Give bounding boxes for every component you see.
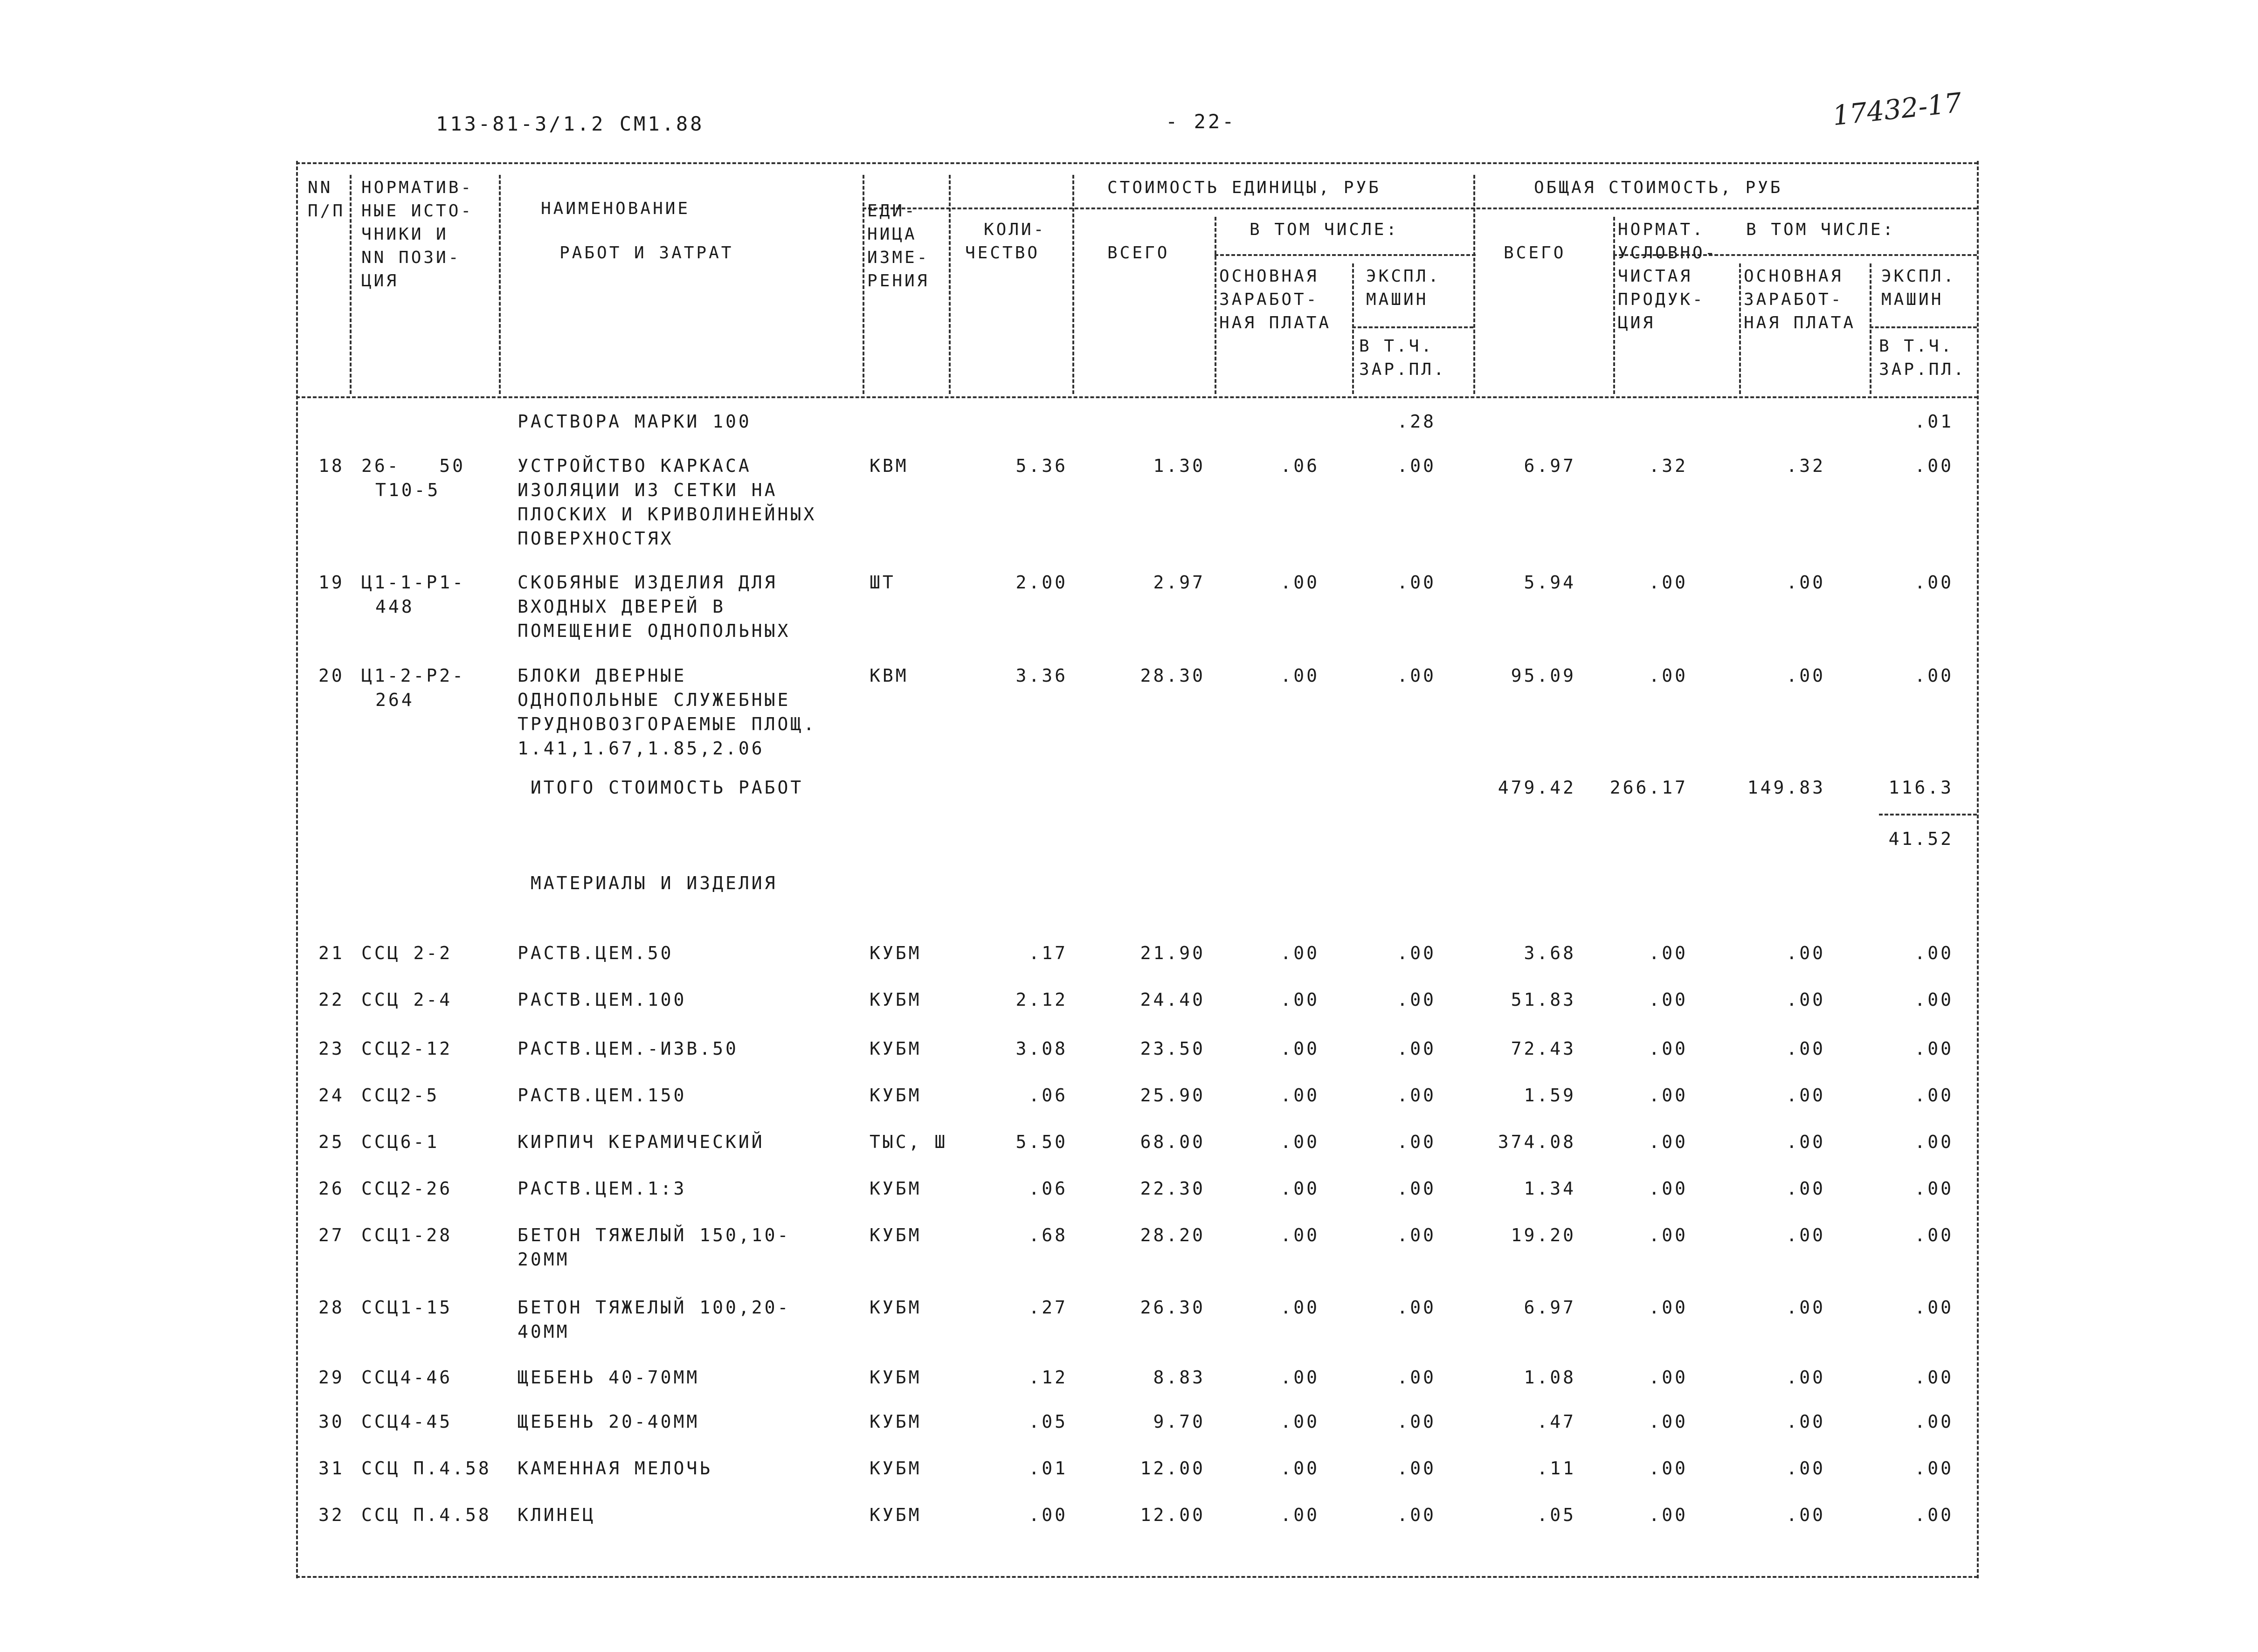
total-cost-cell: 5.94: [1524, 572, 1576, 593]
quantity-cell: .12: [1029, 1367, 1068, 1388]
header-unit-breakdown-label: В ТОМ ЧИСЛЕ:: [1250, 220, 1399, 239]
total-machine-cell: .01: [1914, 411, 1954, 432]
net-product-cell: .00: [1649, 943, 1688, 963]
row-norm-source: Ц1-1-Р1-: [361, 572, 466, 593]
unit-total-cell: 8.83: [1153, 1367, 1205, 1388]
total-wage-cell: .00: [1786, 1297, 1825, 1318]
row-number: 19: [318, 572, 345, 593]
row-norm-source: ССЦ 2-4: [361, 989, 453, 1010]
quantity-cell: .27: [1029, 1297, 1068, 1318]
row-item-name: 40ММ: [518, 1321, 570, 1342]
row-norm-source: ССЦ2-26: [361, 1178, 453, 1199]
quantity-cell: .06: [1029, 1085, 1068, 1106]
total-machine-cell: .00: [1914, 1458, 1954, 1479]
row-number: 31: [318, 1458, 345, 1479]
row-item-name: 20ММ: [518, 1249, 570, 1270]
unit-machine-cell: .00: [1397, 1411, 1436, 1432]
row-item-name: БЛОКИ ДВЕРНЫЕ: [518, 665, 687, 686]
row-item-name: СКОБЯНЫЕ ИЗДЕЛИЯ ДЛЯ: [518, 572, 778, 593]
unit-total-cell: 1.30: [1153, 456, 1205, 476]
unit-wage-cell: .00: [1280, 572, 1319, 593]
header-norm-source-label: НОРМАТИВ-: [361, 178, 474, 197]
table-right-border: [1977, 161, 1979, 1578]
document-code: 113-81-3/1.2 СМ1.88: [436, 112, 704, 135]
total-wage-cell: .00: [1786, 572, 1825, 593]
row-norm-source: 448: [375, 596, 414, 617]
unit-machine-cell: .00: [1397, 1367, 1436, 1388]
row-number: 27: [318, 1225, 345, 1245]
row-number: 22: [318, 989, 345, 1010]
total-wage-cell: .00: [1786, 1458, 1825, 1479]
unit-total-cell: 26.30: [1140, 1297, 1205, 1318]
unit-cell: КУБМ: [870, 1178, 922, 1199]
header-unit-machine-wage-label: В Т.Ч.: [1359, 337, 1434, 356]
row-norm-source: ССЦ4-46: [361, 1367, 453, 1388]
net-product-cell: .00: [1649, 1085, 1688, 1106]
header-net-product-label: ПРОДУК-: [1618, 290, 1705, 309]
row-item-name: РАСТВ.ЦЕМ.1:3: [518, 1178, 687, 1199]
total-wage-cell: 149.83: [1747, 777, 1825, 798]
unit-machine-cell: .00: [1397, 1038, 1436, 1059]
header-net-product-label: УСЛОВНО-: [1618, 243, 1718, 263]
header-rule: [1352, 326, 1473, 328]
quantity-cell: 5.50: [1015, 1132, 1068, 1152]
header-net-product-label: ЧИСТАЯ: [1618, 267, 1693, 286]
quantity-cell: .17: [1029, 943, 1068, 963]
row-norm-source: Т10-5: [375, 480, 441, 500]
unit-wage-cell: .00: [1280, 1505, 1319, 1525]
header-total-machine-label: МАШИН: [1881, 290, 1944, 309]
net-product-cell: .00: [1649, 1458, 1688, 1479]
unit-cell: ШТ: [870, 572, 896, 593]
row-item-name: РАСТВ.ЦЕМ.100: [518, 989, 687, 1010]
header-divider: [1739, 263, 1741, 394]
unit-wage-cell: .00: [1280, 665, 1319, 686]
net-product-cell: .32: [1649, 456, 1688, 476]
unit-cell: КУБМ: [870, 1458, 922, 1479]
net-product-cell: .00: [1649, 665, 1688, 686]
unit-cell: КУБМ: [870, 989, 922, 1010]
row-item-name: РАСТВ.ЦЕМ.150: [518, 1085, 687, 1106]
header-net-product-label: ЦИЯ: [1618, 313, 1656, 332]
unit-machine-cell: .00: [1397, 1085, 1436, 1106]
unit-cell: КУБМ: [870, 1038, 922, 1059]
total-machine-cell: .00: [1914, 1085, 1954, 1106]
row-number: 24: [318, 1085, 345, 1106]
quantity-cell: .06: [1029, 1178, 1068, 1199]
total-cost-cell: .47: [1537, 1411, 1576, 1432]
quantity-cell: .01: [1029, 1458, 1068, 1479]
total-cost-cell: 19.20: [1511, 1225, 1576, 1245]
total-machine-cell: .00: [1914, 1225, 1954, 1245]
header-rule: [1215, 254, 1476, 256]
row-number: 28: [318, 1297, 345, 1318]
header-total-machine-wage-label: В Т.Ч.: [1879, 337, 1954, 356]
unit-machine-cell: .00: [1397, 1132, 1436, 1152]
row-norm-source: ССЦ П.4.58: [361, 1505, 491, 1525]
row-norm-source: ССЦ П.4.58: [361, 1458, 491, 1479]
unit-total-cell: 25.90: [1140, 1085, 1205, 1106]
header-qty-label: ЧЕСТВО: [965, 243, 1040, 263]
row-item-name: ОДНОПОЛЬНЫЕ СЛУЖЕБНЫЕ: [518, 690, 791, 710]
total-machine-cell: .00: [1914, 1367, 1954, 1388]
header-num-label: NN: [308, 178, 333, 197]
unit-machine-cell: .00: [1397, 1458, 1436, 1479]
unit-machine-cell: .00: [1397, 1178, 1436, 1199]
header-unit-machine-wage-label: ЗАР.ПЛ.: [1359, 360, 1446, 379]
unit-wage-cell: .00: [1280, 1085, 1319, 1106]
quantity-cell: .00: [1029, 1505, 1068, 1525]
total-cost-cell: 6.97: [1524, 456, 1576, 476]
total-machine-cell: .00: [1914, 1038, 1954, 1059]
total-machine-cell: 116.3: [1888, 777, 1954, 798]
header-total-wage-label: ЗАРАБОТ-: [1744, 290, 1844, 309]
total-cost-cell: 1.34: [1524, 1178, 1576, 1199]
total-machine-cell: .00: [1914, 572, 1954, 593]
row-norm-source: ССЦ1-15: [361, 1297, 453, 1318]
header-norm-source-label: НЫЕ ИСТО-: [361, 201, 474, 221]
unit-wage-cell: .00: [1280, 1038, 1319, 1059]
row-item-name: ПОМЕЩЕНИЕ ОДНОПОЛЬНЫХ: [518, 621, 791, 641]
header-total-cost-label: ОБЩАЯ СТОИМОСТЬ, РУБ: [1534, 178, 1783, 197]
header-total-machine-wage-label: ЗАР.ПЛ.: [1879, 360, 1966, 379]
row-item-name: РАСТВОРА МАРКИ 100: [518, 411, 752, 432]
row-item-name: УСТРОЙСТВО КАРКАСА: [518, 456, 752, 476]
row-item-name: РАСТВ.ЦЕМ.-ИЗВ.50: [518, 1038, 739, 1059]
unit-machine-cell: .00: [1397, 572, 1436, 593]
unit-wage-cell: .00: [1280, 1411, 1319, 1432]
header-norm-source-label: NN ПОЗИ-: [361, 248, 461, 267]
row-item-name: КЛИНЕЦ: [518, 1505, 596, 1525]
total-wage-cell: .00: [1786, 989, 1825, 1010]
row-item-name: ИТОГО СТОИМОСТЬ РАБОТ: [518, 777, 804, 798]
quantity-cell: 2.12: [1015, 989, 1068, 1010]
net-product-cell: 266.17: [1609, 777, 1688, 798]
net-product-cell: .00: [1649, 1367, 1688, 1388]
net-product-cell: .00: [1649, 1132, 1688, 1152]
total-machine-cell: .00: [1914, 456, 1954, 476]
row-number: 18: [318, 456, 345, 476]
unit-wage-cell: .00: [1280, 1178, 1319, 1199]
net-product-cell: .00: [1649, 1225, 1688, 1245]
net-product-cell: .00: [1649, 1411, 1688, 1432]
quantity-cell: .68: [1029, 1225, 1068, 1245]
unit-cell: КВМ: [870, 456, 909, 476]
total-machine-cell: .00: [1914, 1411, 1954, 1432]
unit-machine-cell: .00: [1397, 1297, 1436, 1318]
total-wage-cell: .00: [1786, 1038, 1825, 1059]
row-item-name: РАСТВ.ЦЕМ.50: [518, 943, 674, 963]
header-rule: [863, 207, 1977, 209]
unit-total-cell: 2.97: [1153, 572, 1205, 593]
header-net-product-label: НОРМАТ.: [1618, 220, 1705, 239]
unit-cell: ТЫС, Ш: [870, 1132, 948, 1152]
unit-total-cell: 68.00: [1140, 1132, 1205, 1152]
total-wage-cell: .00: [1786, 1367, 1825, 1388]
row-number: 26: [318, 1178, 345, 1199]
row-norm-source: 264: [375, 690, 414, 710]
unit-machine-cell: .00: [1397, 1505, 1436, 1525]
unit-cell: КУБМ: [870, 1411, 922, 1432]
unit-machine-cell: .00: [1397, 1225, 1436, 1245]
row-item-name: ИЗОЛЯЦИИ ИЗ СЕТКИ НА: [518, 480, 778, 500]
row-number: 32: [318, 1505, 345, 1525]
net-product-cell: .00: [1649, 1505, 1688, 1525]
table-left-border: [296, 161, 298, 1578]
header-divider: [350, 175, 352, 394]
unit-machine-cell: .00: [1397, 665, 1436, 686]
quantity-cell: 3.08: [1015, 1038, 1068, 1059]
row-item-name: 1.41,1.67,1.85,2.06: [518, 738, 765, 759]
total-cost-cell: 6.97: [1524, 1297, 1576, 1318]
row-number: 29: [318, 1367, 345, 1388]
unit-machine-cell: .00: [1397, 456, 1436, 476]
total-machine-cell: 41.52: [1888, 829, 1954, 849]
table-top-border: [296, 162, 1978, 164]
row-number: 20: [318, 665, 345, 686]
total-wage-cell: .00: [1786, 1225, 1825, 1245]
quantity-cell: 5.36: [1015, 456, 1068, 476]
unit-wage-cell: .00: [1280, 1132, 1319, 1152]
unit-total-cell: 28.30: [1140, 665, 1205, 686]
total-wage-cell: .00: [1786, 1132, 1825, 1152]
header-total-wage-label: ОСНОВНАЯ: [1744, 267, 1844, 286]
total-wage-cell: .00: [1786, 665, 1825, 686]
total-wage-cell: .00: [1786, 1085, 1825, 1106]
header-divider: [1613, 217, 1615, 394]
net-product-cell: .00: [1649, 1038, 1688, 1059]
total-machine-cell: .00: [1914, 989, 1954, 1010]
row-item-name: МАТЕРИАЛЫ И ИЗДЕЛИЯ: [518, 873, 778, 893]
unit-machine-cell: .00: [1397, 989, 1436, 1010]
total-cost-cell: 95.09: [1511, 665, 1576, 686]
total-wage-cell: .32: [1786, 456, 1825, 476]
unit-wage-cell: .06: [1280, 456, 1319, 476]
unit-wage-cell: .00: [1280, 1458, 1319, 1479]
net-product-cell: .00: [1649, 1178, 1688, 1199]
net-product-cell: .00: [1649, 572, 1688, 593]
unit-total-cell: 22.30: [1140, 1178, 1205, 1199]
header-unit-label: РЕНИЯ: [867, 271, 930, 290]
unit-machine-cell: .00: [1397, 943, 1436, 963]
unit-total-cell: 21.90: [1140, 943, 1205, 963]
row-item-name: ТРУДНОВОЗГОРАЕМЫЕ ПЛОЩ.: [518, 714, 817, 734]
unit-total-cell: 28.20: [1140, 1225, 1205, 1245]
unit-total-cell: 9.70: [1153, 1411, 1205, 1432]
header-total-machine-label: ЭКСПЛ.: [1881, 267, 1956, 286]
unit-wage-cell: .00: [1280, 1297, 1319, 1318]
header-norm-source-label: ЦИЯ: [361, 271, 399, 290]
total-cost-cell: 3.68: [1524, 943, 1576, 963]
header-unit-machine-label: МАШИН: [1366, 290, 1429, 309]
total-machine-cell: .00: [1914, 1178, 1954, 1199]
unit-cell: КВМ: [870, 665, 909, 686]
header-unit-wage-label: НАЯ ПЛАТА: [1219, 313, 1332, 332]
unit-cell: КУБМ: [870, 1225, 922, 1245]
total-machine-cell: .00: [1914, 1132, 1954, 1152]
total-machine-cell: .00: [1914, 1297, 1954, 1318]
total-cost-cell: .11: [1537, 1458, 1576, 1479]
total-wage-cell: .00: [1786, 1178, 1825, 1199]
header-unit-wage-label: ОСНОВНАЯ: [1219, 267, 1319, 286]
unit-cell: КУБМ: [870, 1297, 922, 1318]
total-wage-cell: .00: [1786, 943, 1825, 963]
header-unit-label: НИЦА: [867, 225, 917, 244]
unit-cell: КУБМ: [870, 1505, 922, 1525]
row-norm-source: ССЦ 2-2: [361, 943, 453, 963]
row-item-name: ВХОДНЫХ ДВЕРЕЙ В: [518, 596, 726, 617]
unit-total-cell: 23.50: [1140, 1038, 1205, 1059]
header-divider: [1215, 217, 1216, 394]
row-norm-source: 26- 50: [361, 456, 466, 476]
unit-wage-cell: .00: [1280, 1367, 1319, 1388]
unit-machine-cell: .28: [1397, 411, 1436, 432]
total-wage-cell: .00: [1786, 1411, 1825, 1432]
header-divider: [1352, 263, 1354, 394]
header-divider: [1870, 263, 1871, 394]
header-qty-label: КОЛИ-: [984, 220, 1046, 239]
row-norm-source: ССЦ1-28: [361, 1225, 453, 1245]
row-item-name: ЩЕБЕНЬ 20-40ММ: [518, 1411, 700, 1432]
net-product-cell: .00: [1649, 1297, 1688, 1318]
row-norm-source: ССЦ2-12: [361, 1038, 453, 1059]
row-number: 30: [318, 1411, 345, 1432]
unit-wage-cell: .00: [1280, 1225, 1319, 1245]
header-total-wage-label: НАЯ ПЛАТА: [1744, 313, 1856, 332]
unit-total-cell: 12.00: [1140, 1458, 1205, 1479]
total-machine-cell: .00: [1914, 665, 1954, 686]
row-number: 25: [318, 1132, 345, 1152]
row-item-name: КАМЕННАЯ МЕЛОЧЬ: [518, 1458, 713, 1479]
row-norm-source: Ц1-2-Р2-: [361, 665, 466, 686]
row-number: 23: [318, 1038, 345, 1059]
unit-total-cell: 24.40: [1140, 989, 1205, 1010]
unit-total-cell: 12.00: [1140, 1505, 1205, 1525]
unit-wage-cell: .00: [1280, 943, 1319, 963]
row-norm-source: ССЦ2-5: [361, 1085, 440, 1106]
header-unit-label: ЕДИ-: [867, 201, 917, 221]
total-cost-cell: 51.83: [1511, 989, 1576, 1010]
row-item-name: БЕТОН ТЯЖЕЛЫЙ 150,10-: [518, 1225, 791, 1245]
handwritten-number: 17432-17: [1831, 86, 1963, 132]
header-unit-total-label: ВСЕГО: [1107, 243, 1170, 263]
net-product-cell: .00: [1649, 989, 1688, 1010]
row-number: 21: [318, 943, 345, 963]
row-item-name: КИРПИЧ КЕРАМИЧЕСКИЙ: [518, 1132, 765, 1152]
unit-cell: КУБМ: [870, 1085, 922, 1106]
row-item-name: ЩЕБЕНЬ 40-70ММ: [518, 1367, 700, 1388]
row-norm-source: ССЦ4-45: [361, 1411, 453, 1432]
total-cost-cell: 374.08: [1498, 1132, 1576, 1152]
total-cost-cell: 479.42: [1498, 777, 1576, 798]
header-name-label: РАБОТ И ЗАТРАТ: [559, 243, 734, 263]
subtotal-underline: [1879, 814, 1977, 816]
unit-wage-cell: .00: [1280, 989, 1319, 1010]
header-unit-machine-label: ЭКСПЛ.: [1366, 267, 1441, 286]
total-cost-cell: 1.59: [1524, 1085, 1576, 1106]
total-wage-cell: .00: [1786, 1505, 1825, 1525]
quantity-cell: .05: [1029, 1411, 1068, 1432]
header-unit-cost-label: СТОИМОСТЬ ЕДИНИЦЫ, РУБ: [1107, 178, 1381, 197]
total-cost-cell: 1.08: [1524, 1367, 1576, 1388]
header-norm-source-label: ЧНИКИ И: [361, 225, 449, 244]
row-item-name: ПЛОСКИХ И КРИВОЛИНЕЙНЫХ: [518, 504, 817, 525]
header-total-total-label: ВСЕГО: [1504, 243, 1566, 263]
quantity-cell: 3.36: [1015, 665, 1068, 686]
header-name-label: НАИМЕНОВАНИЕ: [541, 199, 691, 218]
row-norm-source: ССЦ6-1: [361, 1132, 440, 1152]
header-total-breakdown-label: В ТОМ ЧИСЛЕ:: [1746, 220, 1896, 239]
header-divider: [499, 175, 501, 394]
table-bottom-border: [296, 1576, 1978, 1578]
unit-cell: КУБМ: [870, 943, 922, 963]
header-unit-wage-label: ЗАРАБОТ-: [1219, 290, 1319, 309]
quantity-cell: 2.00: [1015, 572, 1068, 593]
header-bottom-border: [296, 396, 1978, 398]
header-num-label: П/П: [308, 201, 345, 221]
header-rule: [1870, 326, 1977, 328]
row-item-name: ПОВЕРХНОСТЯХ: [518, 528, 674, 549]
row-item-name: БЕТОН ТЯЖЕЛЫЙ 100,20-: [518, 1297, 791, 1318]
total-cost-cell: 72.43: [1511, 1038, 1576, 1059]
header-unit-label: ИЗМЕ-: [867, 248, 930, 267]
unit-cell: КУБМ: [870, 1367, 922, 1388]
total-machine-cell: .00: [1914, 943, 1954, 963]
page-number: - 22-: [1166, 110, 1236, 133]
total-machine-cell: .00: [1914, 1505, 1954, 1525]
total-cost-cell: .05: [1537, 1505, 1576, 1525]
